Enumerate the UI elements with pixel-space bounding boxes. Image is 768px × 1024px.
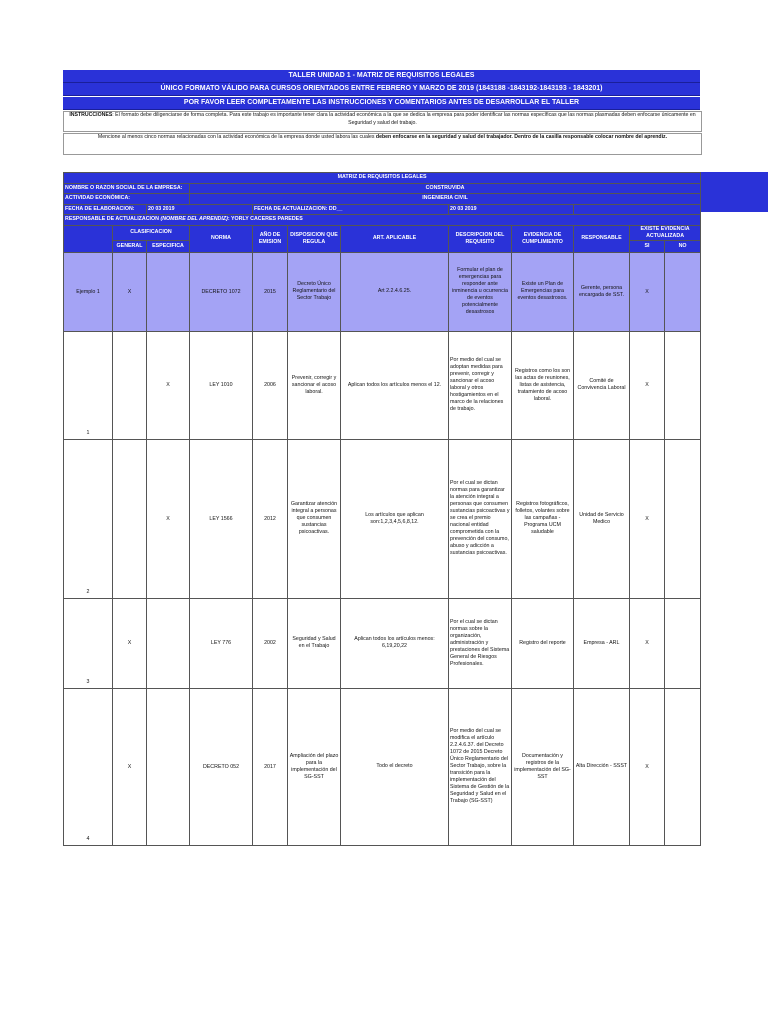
responsible-row (64, 215, 701, 226)
matrix-title: MATRIZ DE REQUISITOS LEGALES (64, 173, 701, 184)
cell-disposicion: Seguridad y Salud en el Trabajo (288, 598, 341, 688)
row-num: 3 (64, 598, 113, 688)
col-no: NO (665, 240, 701, 252)
cell-responsable: Comité de Convivencia Laboral (574, 331, 630, 439)
col-si: SI (630, 240, 665, 252)
cell-no (665, 252, 701, 331)
cell-evidencia: Registro del reporte (512, 598, 574, 688)
cell-disposicion: Garantizar atención integral a personas que consumen sustancias psicoactivas. (288, 439, 341, 598)
cell-general: X (113, 252, 147, 331)
cell-norma: DECRETO 1072 (190, 252, 253, 331)
table-row (64, 439, 701, 598)
note-bold: deben enfocarse en la seguridad y salud del trabajador. Dentro de la casilla responsable colocar nombre del aprendiz. (375, 134, 668, 140)
cell-anio: 2002 (253, 598, 288, 688)
cell-disposicion: Prevenir, corregir y sancionar el acoso laboral. (288, 331, 341, 439)
cell-si: X (630, 598, 665, 688)
cell-descripcion: Por el cual se dictan normas para garantizar la atención integral a personas que consumen sustancias psicoactivas y se crea el premio nacional entidad comprometida con la prevención del consumo, abuso y adicción a sustancias psicoactivas. (449, 439, 512, 598)
col-descripcion: DESCRIPCION DEL REQUISITO (449, 225, 512, 252)
col-especifica: ESPECIFICA (147, 240, 190, 252)
cell-art: Todo el decreto (341, 688, 449, 845)
cell-si: X (630, 439, 665, 598)
cell-disposicion: Ampliación del plazo para la implementación del SG-SST (288, 688, 341, 845)
col-evidencia: EVIDENCIA DE CUMPLIMIENTO (512, 225, 574, 252)
row-num: 4 (64, 688, 113, 845)
cell-responsable: Unidad de Servicio Medico (574, 439, 630, 598)
cell-general: X (113, 688, 147, 845)
company-value: CONSTRUVIDA (190, 183, 701, 194)
cell-responsable: Alta Dirección - SSST (574, 688, 630, 845)
cell-anio: 2012 (253, 439, 288, 598)
elaboration-label: FECHA DE ELABORACION: (64, 204, 147, 215)
row-num: 2 (64, 439, 113, 598)
responsible-italic: (NOMBRE DEL APRENDIZ) (160, 216, 228, 223)
cell-descripcion: Formular el plan de emergencias para responder ante inminencia u ocurrencia de eventos potencialmente desastrosos (449, 252, 512, 331)
row-num: 1 (64, 331, 113, 439)
course-banner: ÚNICO FORMATO VÁLIDO PARA CURSOS ORIENTADOS ENTRE FEBRERO Y MARZO DE 2019 (1843188 -1843192-1843193 - 1843201) (63, 83, 700, 96)
col-existe: EXISTE EVIDENCIA ACTUALIZADA (630, 225, 701, 240)
col-anio: AÑO DE EMISION (253, 225, 288, 252)
cell-si: X (630, 331, 665, 439)
cell-responsable: Gerente, persona encargada de SST. (574, 252, 630, 331)
cell-anio: 2017 (253, 688, 288, 845)
col-disposicion: DISPOSICION QUE REGULA (288, 225, 341, 252)
update-blank (574, 204, 701, 215)
cell-especifica: X (147, 439, 190, 598)
cell-evidencia: Existe un Plan de Emergencias para eventos desastrosos. (512, 252, 574, 331)
note-box (63, 133, 702, 155)
cell-responsable: Empresa - ARL (574, 598, 630, 688)
cell-especifica: X (147, 331, 190, 439)
cell-general (113, 439, 147, 598)
cell-si: X (630, 252, 665, 331)
side-tab (700, 172, 768, 212)
update-label: FECHA DE ACTUALIZACION: DD__ (253, 204, 449, 215)
update-value: 20 03 2019 (449, 204, 574, 215)
cell-especifica (147, 688, 190, 845)
instructions-banner: POR FAVOR LEER COMPLETAMENTE LAS INSTRUCCIONES Y COMENTARIOS ANTES DE DESARROLLAR EL TALLER (63, 97, 700, 110)
cell-norma: LEY 1010 (190, 331, 253, 439)
cell-evidencia: Documentación y registros de la implementación del SG-SST (512, 688, 574, 845)
cell-anio: 2015 (253, 252, 288, 331)
cell-descripcion: Por medio del cual se adoptan medidas para prevenir, corregir y sancionar el acoso laboral y otros hostigamientos en el marco de la relaciones de trabajo. (449, 331, 512, 439)
cell-no (665, 331, 701, 439)
title-banner: TALLER UNIDAD 1 - MATRIZ DE REQUISITOS LEGALES (63, 70, 700, 83)
cell-no (665, 598, 701, 688)
cell-general (113, 331, 147, 439)
cell-disposicion: Decreto Único Reglamentario del Sector Trabajo (288, 252, 341, 331)
col-general: GENERAL (113, 240, 147, 252)
activity-label: ACTIVIDAD ECONÓMICA: (64, 194, 190, 205)
instructions-box (63, 111, 702, 132)
instructions-text: : El formato debe diligenciarse de forma completa. Para este trabajo es importante tener clara la actividad económica a la que se dedica la empresa para poder identificar las normas específicas que las normas plasmadas deben enfocarse únicamente en Seguridad y salud del trabajo. (112, 112, 696, 126)
cell-anio: 2006 (253, 331, 288, 439)
col-norma: NORMA (190, 225, 253, 252)
cell-descripcion: Por medio del cual se modifica el artículo 2.2.4.6.37. del Decreto 1072 de 2015 Decreto Único Reglamentario del Sector Trabajo, sobre la transición para la implementación del Sistema de Gestión de la Seguridad y Salud en el Trabajo (SG-SST) (449, 688, 512, 845)
cell-norma: LEY 776 (190, 598, 253, 688)
cell-no (665, 688, 701, 845)
cell-art: Aplican todos los artículos menos: 6,19,20,22 (341, 598, 449, 688)
company-label: NOMBRE O RAZON SOCIAL DE LA EMPRESA: (64, 183, 190, 194)
cell-no (665, 439, 701, 598)
table-row (64, 331, 701, 439)
row-num: Ejemplo 1 (64, 252, 113, 331)
cell-art: Art 2.2.4.6.25. (341, 252, 449, 331)
cell-especifica (147, 598, 190, 688)
cell-norma: LEY 1566 (190, 439, 253, 598)
table-row (64, 688, 701, 845)
col-responsable: RESPONSABLE (574, 225, 630, 252)
legal-matrix (63, 172, 701, 846)
col-art: ART. APLICABLE (341, 225, 449, 252)
cell-norma: DECRETO 052 (190, 688, 253, 845)
cell-evidencia: Registros fotográficos, folletos, volantes sobre las campañas - Programa UCM saludable (512, 439, 574, 598)
cell-evidencia: Registros como los son las actas de reuniones, listas de asistencia, tratamiento de acoso laboral. (512, 331, 574, 439)
cell-especifica (147, 252, 190, 331)
cell-descripcion: Por el cual se dictan normas sobre la organización, administración y prestaciones del Sistema General de Riesgos Profesionales. (449, 598, 512, 688)
note-text: Mencione al menos cinco normas relacionadas con la actividad económica de la empresa donde usted labora las cuales (97, 134, 376, 140)
col-num (64, 225, 113, 252)
activity-value: INGENIERIA CIVIL (190, 194, 701, 205)
responsible-value: : YORLY CACERES PAREDES (227, 216, 303, 223)
cell-art: Aplican todos los artículos menos el 12. (341, 331, 449, 439)
table-row (64, 598, 701, 688)
instructions-label: INSTRUCCIONES (69, 112, 113, 118)
cell-art: Los artículos que aplican son:1,2,3,4,5,6,8,12. (341, 439, 449, 598)
col-clasificacion: CLASIFICACION (113, 225, 190, 240)
cell-general: X (113, 598, 147, 688)
table-row (64, 252, 701, 331)
elaboration-value: 20 03 2019 (147, 204, 253, 215)
responsible-label: RESPONSABLE DE ACTUALIZACION (65, 216, 159, 223)
cell-si: X (630, 688, 665, 845)
